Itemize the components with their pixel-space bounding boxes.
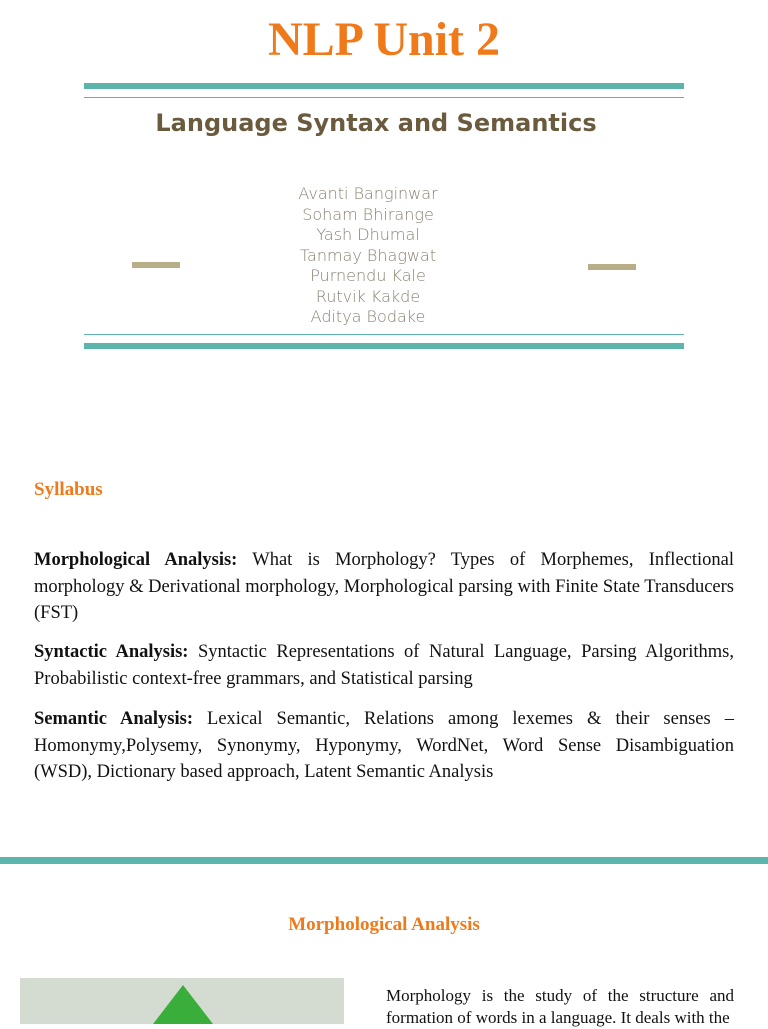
syllabus-item-label: Morphological Analysis: <box>34 550 238 570</box>
author-name: Avanti Banginwar <box>298 184 438 203</box>
syllabus-item-text: Lexical Semantic, Relations among lexemes & their senses – Homonymy,Polysemy, Synonymy, Hyponymy, WordNet, Word Sense Disambiguation (WSD), Dictionary based approach, Latent Semantic Analysis <box>34 709 734 782</box>
header-bottom-bar <box>84 343 684 349</box>
author-name: Yash Dhumal <box>316 225 420 244</box>
author-name: Aditya Bodake <box>310 307 426 326</box>
author-name: Purnendu Kale <box>310 266 426 285</box>
author-name: Soham Bhirange <box>302 204 434 224</box>
syllabus-heading: Syllabus <box>34 479 103 500</box>
right-dash-ornament <box>588 264 636 270</box>
page-title: NLP Unit 2 <box>267 13 501 66</box>
header-top-rule <box>84 97 684 98</box>
author-name: Tanmay Bhagwat <box>299 245 437 265</box>
morphology-heading: Morphological Analysis <box>288 914 480 935</box>
morphology-intro: Morphology is the study of the structure and formation of words in a language. It deals with the <box>386 986 734 1027</box>
morphology-figure <box>20 978 344 1024</box>
author-list <box>208 184 528 328</box>
syllabus-item-text: Syntactic Representations of Natural Language, Parsing Algorithms, Probabilistic context-free grammars, and Statistical parsing <box>34 642 734 689</box>
syllabus-item-label: Syntactic Analysis: <box>34 642 189 662</box>
header-top-bar <box>84 83 684 89</box>
green-triangle-figure-icon <box>20 978 344 1024</box>
syllabus-item-morphological <box>34 547 734 627</box>
author-name: Rutvik Kakde <box>315 286 421 306</box>
syllabus-item-label: Semantic Analysis: <box>34 709 193 729</box>
page-subtitle: Language Syntax and Semantics <box>155 109 597 137</box>
syllabus-item-syntactic <box>34 639 734 692</box>
syllabus-item-semantic <box>34 706 734 786</box>
syllabus-item-text: What is Morphology? Types of Morphemes, Inflectional morphology & Derivational morphology, Morphological parsing with Finite State Transducers (FST) <box>34 550 734 623</box>
left-dash-ornament <box>132 262 180 268</box>
section-divider <box>0 857 768 864</box>
header-bottom-rule <box>84 334 684 335</box>
